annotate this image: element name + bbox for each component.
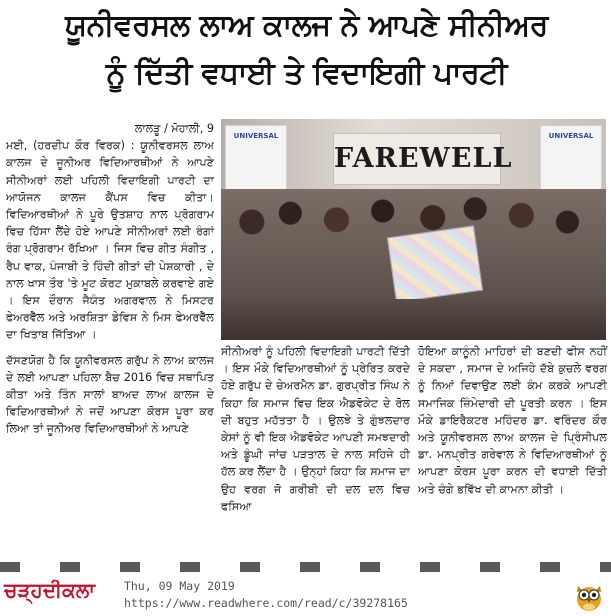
article-paragraph-3: ਸੀਨੀਅਰਾਂ ਨੂੰ ਪਹਿਲੀ ਵਿਦਾਇਗੀ ਪਾਰਟੀ ਦਿੱਤੀ । ਇਸ ਮੌਕੇ ਵਿਦਿਆਰਥੀਆਂ ਨੂੰ ਪ੍ਰੇਰਿਤ ਕਰਦੇ ਹੋਏ ਗਰੁੱਪ ਦੇ ਚੇਅਰਮੈਨ ਡਾ. ਗੁਰਪ੍ਰੀਤ ਸਿੰਘ ਨੇ ਕਿਹਾ ਕਿ ਸਮਾਜ ਵਿਚ ਇਕ ਐਡਵੋਕੇਟ ਦੇ ਰੋਲ ਦੀ ਬਹੁਤ ਮਹੱਤਤਾ ਹੈ । ਉਲਝੇ ਤੇ ਗੁੰਝਲਦਾਰ ਕੇਸਾਂ ਨੂੰ ਵੀ ਇਕ ਐਡਵੋਕੇਟ ਆਪਣੀ ਸਮਝਦਾਰੀ ਅਤੇ ਡੂੰਘੀ ਜਾਂਚ ਪੜਤਾਲ ਦੇ ਨਾਲ ਸਹਿਜੇ ਹੀ ਹੱਲ ਕਰ ਲੈਂਦਾ ਹੈ । ਉਨ੍ਹਾਂ ਕਿਹਾ ਕਿ ਸਮਾਜ ਦਾ ਉਹ ਵਰਗ ਜੋ ਗਰੀਬੀ ਦੀ ਦਲ ਦਲ ਵਿਚ ਫਸਿਆ bbox=[221, 345, 410, 513]
paragraph-gap bbox=[6, 344, 214, 352]
brand-board-right-text: UNIVERSAL bbox=[548, 132, 594, 140]
source-url[interactable]: https://www.readwhere.com/read/c/39278165 bbox=[124, 596, 408, 610]
article-column-right bbox=[418, 343, 607, 498]
publication-logo: ਚੜ੍ਹਦੀਕਲਾ bbox=[4, 578, 95, 602]
headline bbox=[14, 2, 599, 98]
article-paragraph-4: ਹੋਇਆ ਕਾਨੂੰਨੀ ਮਾਹਿਰਾਂ ਦੀ ਬਣਦੀ ਫੀਸ ਨਹੀਂ ਦੇ ਸਕਦਾ , ਸਮਾਜ ਦੇ ਅਜਿਹੇ ਦੱਬੇ ਕੁਚਲੇ ਵਰਗ ਨੂੰ ਨਿਆਂ ਦਿਵਾਉਣ ਲਈ ਕੰਮ ਕਰਕੇ ਆਪਣੀ ਸਮਾਜਿਕ ਜ਼ਿੰਮੇਦਾਰੀ ਦੀ ਪੂਰਤੀ ਕਰਨ । ਇਸ ਮੌਕੇ ਡਾਇਰੈਕਟਰ ਮਹਿੰਦਰ ਡਾ. ਵਰਿੰਦਰ ਕੌਰ ਅਤੇ ਯੂਨੀਵਰਸਲ ਲਾਅ ਕਾਲਜ ਦੇ ਪ੍ਰਿੰਸੀਪਲ ਡਾ. ਮਨਪ੍ਰੀਤ ਗਰੇਵਾਲ ਨੇ ਵਿਦਿਆਰਥੀਆਂ ਨੂੰ ਆਪਣਾ ਕੋਰਸ ਪੂਰਾ ਕਰਨ ਦੀ ਵਧਾਈ ਦਿੱਤੀ ਅਤੇ ਚੰਗੇ ਭਵਿੱਖ ਦੀ ਕਾਮਨਾ ਕੀਤੀ । bbox=[418, 345, 607, 496]
headline-line-1: ਯੂਨੀਵਰਸਲ ਲਾਅ ਕਾਲਜ ਨੇ ਆਪਣੇ ਸੀਨੀਅਰ bbox=[65, 8, 548, 43]
brand-board-left-text: UNIVERSAL bbox=[233, 132, 279, 140]
clipping-cut-line bbox=[0, 562, 611, 572]
clipping-meta bbox=[124, 578, 408, 612]
headline-line-2: ਨੂੰ ਦਿੱਤੀ ਵਧਾਈ ਤੇ ਵਿਦਾਇਗੀ ਪਾਰਟੀ bbox=[106, 56, 507, 91]
article-paragraph-1: ਮਈ, (ਹਰਦੀਪ ਕੌਰ ਵਿਰਕ) : ਯੂਨੀਵਰਸਲ ਲਾਅ ਕਾਲਜ ਦੇ ਜੂਨੀਅਰ ਵਿਦਿਆਰਥੀਆਂ ਨੇ ਆਪਣੇ ਸੀਨੀਅਰਾਂ ਲਈ ਪਹਿਲੀ ਵਿਦਾਇਗੀ ਪਾਰਟੀ ਦਾ ਆਯੋਜਨ ਕਾਲਜ ਕੈਂਪਸ ਵਿਚ ਕੀਤਾ। ਵਿਦਿਆਰਥੀਆਂ ਨੇ ਪੂਰੇ ਉਤਸ਼ਾਹ ਨਾਲ ਪ੍ਰੋਗਰਾਮ ਵਿਚ ਹਿੱਸਾ ਲੈਂਦੇ ਹੋਏ ਆਪਣੇ ਸੀਨੀਅਰਾਂ ਲਈ ਰੰਗਾਂ ਰੰਗ ਪ੍ਰੋਗਰਾਮ ਰੱਖਿਆ । ਜਿਸ ਵਿਚ ਗੀਤ ਸੰਗੀਤ , ਰੈਪ ਵਾਕ, ਪੰਜਾਬੀ ਤੇ ਹਿੰਦੀ ਗੀਤਾਂ ਦੀ ਪੇਸ਼ਕਾਰੀ , ਦੇ ਨਾਲ ਖਾਸ ਤੌਰ 'ਤੇ ਮੂਟ ਕੋਰਟ ਮੁਕਾਬਲੇ ਕਰਵਾਏ ਗਏ । ਇਸ ਦੌਰਾਨ ਜੈਯੰਤ ਅਗਰਵਾਲ ਨੇ ਮਿਸਟਰ ਫੇਅਰਵੈੱਲ ਅਤੇ ਅਰਸ਼ਿਤਾ ਡੇਵਿਸ ਨੇ ਮਿਸ ਫੇਅਰਵੈੱਲ ਦਾ ਖਿਤਾਬ ਜਿੱਤਿਆ । bbox=[6, 139, 214, 342]
dateline: ਲਾਲੜੂ / ਮੋਹਾਲੀ, 9 bbox=[134, 122, 214, 135]
article-paragraph-2: ਦੱਸਣਯੋਗ ਹੈ ਕਿ ਯੂਨੀਵਰਸਲ ਗਰੁੱਪ ਨੇ ਲਾਅ ਕਾਲਜ ਦੇ ਲਈ ਆਪਣਾ ਪਹਿਲਾ ਬੈਚ 2016 ਵਿਚ ਸਥਾਪਿਤ ਕੀਤਾ ਅਤੇ ਤਿੰਨ ਸਾਲਾਂ ਬਾਅਦ ਲਾਅ ਕਾਲਜ ਦੇ ਵਿਦਿਆਰਥੀਆਂ ਨੇ ਜਦੋਂ ਆਪਣਾ ਕੋਰਸ ਪੂਰਾ ਕਰ ਲਿਆ ਤਾਂ ਜੂਨੀਅਰ ਵਿਦਿਆਰਥੀਆਂ ਨੇ ਆਪਣੇ bbox=[6, 353, 214, 436]
farewell-banner: FAREWELL bbox=[333, 133, 501, 185]
article-column-middle bbox=[221, 343, 410, 515]
article-column-left bbox=[6, 120, 214, 438]
owl-icon bbox=[574, 580, 604, 612]
photo-gift-box bbox=[387, 225, 483, 303]
publication-date: Thu, 09 May 2019 bbox=[124, 579, 235, 593]
photo-floor bbox=[221, 299, 606, 340]
article-photo bbox=[221, 119, 606, 340]
